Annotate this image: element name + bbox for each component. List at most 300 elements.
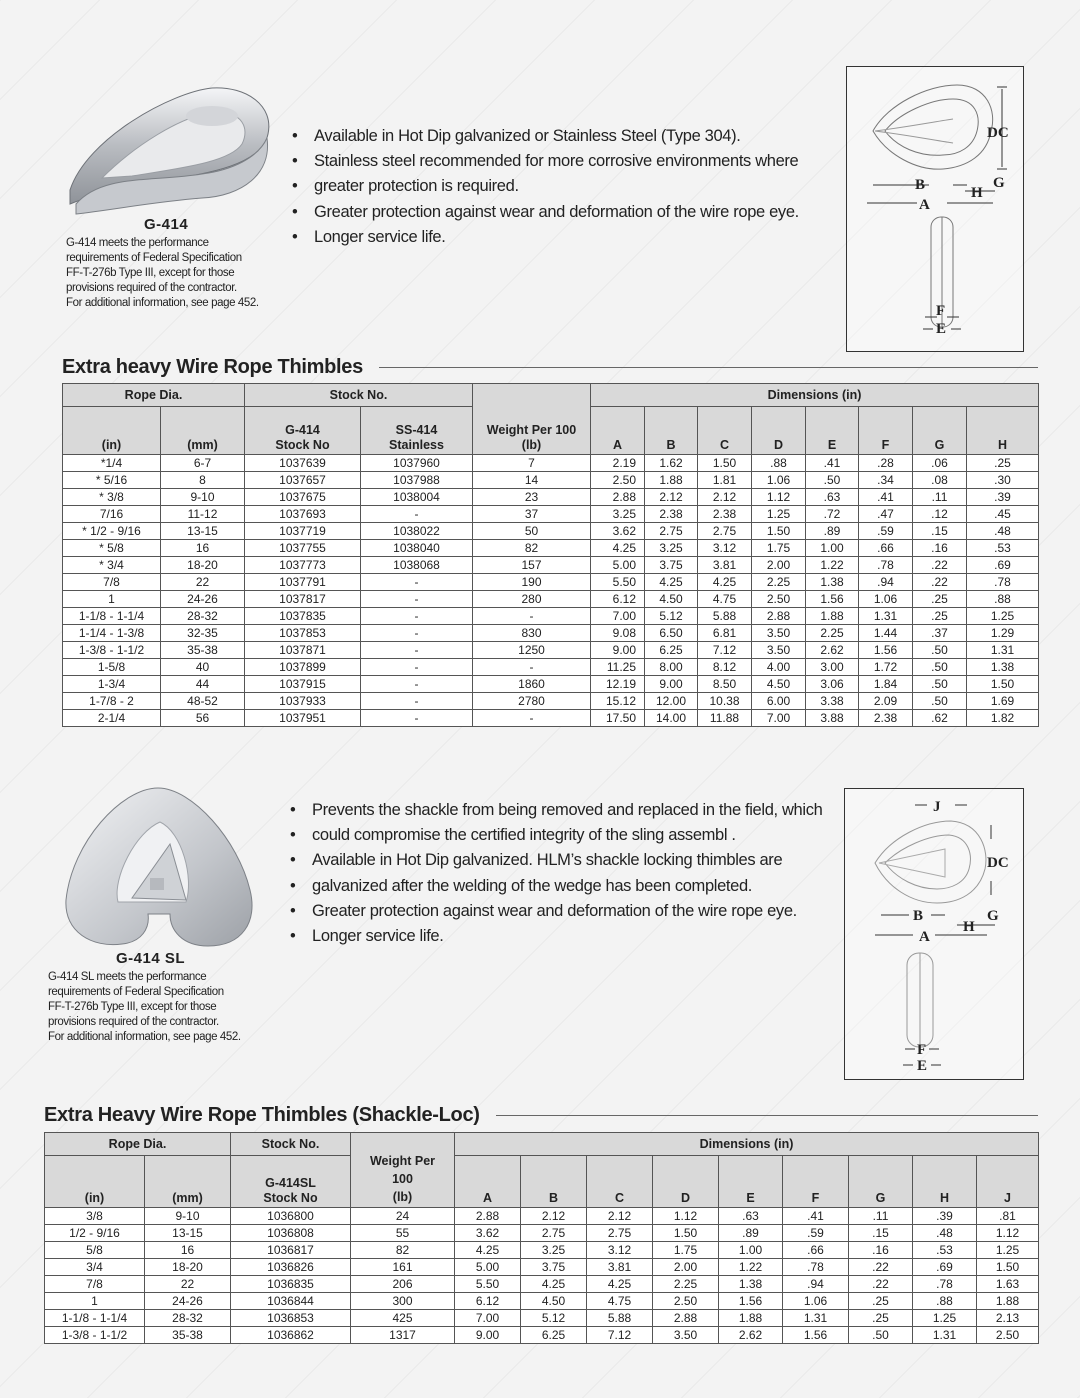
table-cell: .78	[913, 1276, 977, 1293]
table-cell: 3.25	[591, 506, 645, 523]
table-cell: 28-32	[161, 608, 245, 625]
table-cell: 4.50	[752, 676, 806, 693]
description-line: provisions required of the contractor.	[66, 282, 237, 294]
table-cell: .34	[859, 472, 913, 489]
table-cell: .72	[806, 506, 859, 523]
table-cell: .41	[806, 455, 859, 472]
product-name-g414sl: G-414 SL	[116, 950, 186, 967]
table-cell: 161	[351, 1259, 455, 1276]
table-cell: 4.25	[587, 1276, 653, 1293]
table-cell: 1037817	[245, 591, 361, 608]
spec-table-body-g414sl	[45, 1208, 1039, 1344]
header-dim-g: G	[849, 1156, 913, 1208]
section-title-extra-heavy	[62, 354, 1038, 380]
table-cell: 1.06	[783, 1293, 849, 1310]
description-line: FF-T-276b Type III, except for those	[66, 267, 235, 279]
table-cell: 280	[473, 591, 591, 608]
table-cell: 2.75	[698, 523, 752, 540]
table-cell: .53	[967, 540, 1039, 557]
table-cell: .50	[913, 693, 967, 710]
table-cell: .25	[849, 1310, 913, 1327]
table-cell: 2.38	[698, 506, 752, 523]
table-cell: 23	[473, 489, 591, 506]
table-cell: 6.25	[645, 642, 698, 659]
table-cell: 24-26	[145, 1293, 231, 1310]
table-cell: .30	[967, 472, 1039, 489]
table-cell: 8.12	[698, 659, 752, 676]
table-cell: 9.00	[591, 642, 645, 659]
header-weight	[351, 1133, 455, 1208]
table-cell: .45	[967, 506, 1039, 523]
table-cell: 1.38	[719, 1276, 783, 1293]
table-row	[63, 506, 1039, 523]
header-line: SS-414	[395, 423, 438, 437]
table-cell: 1036800	[231, 1208, 351, 1225]
table-row	[45, 1276, 1039, 1293]
table-cell: .12	[913, 506, 967, 523]
table-cell: 1.50	[977, 1259, 1039, 1276]
product-name-g414: G-414	[144, 216, 189, 233]
table-cell: 1.84	[859, 676, 913, 693]
table-cell: 6.81	[698, 625, 752, 642]
description-line: provisions required of the contractor.	[48, 1016, 219, 1028]
table-cell: 2.88	[752, 608, 806, 625]
table-cell: 2.88	[653, 1310, 719, 1327]
product-description-g414sl	[48, 970, 241, 1045]
table-cell: 11.25	[591, 659, 645, 676]
table-cell: 1.81	[698, 472, 752, 489]
section-title-shackle-loc	[44, 1102, 1038, 1128]
thimble-dimension-drawing	[847, 67, 1023, 351]
table-cell: 1.82	[967, 710, 1039, 727]
table-cell: 425	[351, 1310, 455, 1327]
table-row	[63, 642, 1039, 659]
table-cell: 2.88	[455, 1208, 521, 1225]
header-g414-stock	[245, 407, 361, 455]
table-cell: 3.62	[455, 1225, 521, 1242]
table-cell: 2.12	[698, 489, 752, 506]
header-rope-dia: Rope Dia.	[63, 384, 245, 407]
table-cell: 12.00	[645, 693, 698, 710]
table-cell: 4.25	[591, 540, 645, 557]
table-row	[45, 1327, 1039, 1344]
table-cell: 1037835	[245, 608, 361, 625]
table-cell: 17.50	[591, 710, 645, 727]
diagram-label-e: E	[917, 1058, 928, 1074]
table-cell: 1037657	[245, 472, 361, 489]
table-cell: 1036817	[231, 1242, 351, 1259]
spec-table-g414	[62, 383, 1039, 727]
table-cell: 22	[161, 574, 245, 591]
shackle-loc-thimble-photo	[62, 782, 262, 954]
table-cell: 5.88	[698, 608, 752, 625]
table-cell: 1.63	[977, 1276, 1039, 1293]
table-cell: 1037719	[245, 523, 361, 540]
table-cell: .62	[913, 710, 967, 727]
header-in: (in)	[45, 1156, 145, 1208]
header-weight	[473, 384, 591, 455]
table-cell: 1.75	[752, 540, 806, 557]
table-cell: -	[361, 625, 473, 642]
table-cell: .69	[967, 557, 1039, 574]
table-cell: 2.88	[591, 489, 645, 506]
table-cell: 24	[351, 1208, 455, 1225]
table-cell: 3.81	[587, 1259, 653, 1276]
table-cell: 4.75	[698, 591, 752, 608]
table-cell: 4.50	[521, 1293, 587, 1310]
table-cell: .25	[849, 1293, 913, 1310]
header-dim-a: A	[591, 407, 645, 455]
table-cell: 14	[473, 472, 591, 489]
table-cell: 1-7/8 - 2	[63, 693, 161, 710]
header-line: Stock No	[263, 1191, 318, 1205]
table-row	[63, 591, 1039, 608]
table-cell: *1/4	[63, 455, 161, 472]
table-cell: .15	[913, 523, 967, 540]
diagram-label-dc: DC	[987, 855, 1009, 871]
table-cell: .50	[913, 659, 967, 676]
description-line: requirements of Federal Specification	[66, 252, 242, 264]
feature-list-g414	[290, 124, 799, 250]
table-cell: .06	[913, 455, 967, 472]
table-cell: 1036826	[231, 1259, 351, 1276]
diagram-label-g: G	[993, 175, 1005, 191]
header-dim-h: H	[967, 407, 1039, 455]
header-weight-line: Weight Per 100	[486, 423, 577, 437]
header-stock-no: Stock No.	[231, 1133, 351, 1156]
table-cell: .78	[967, 574, 1039, 591]
table-cell: 28-32	[145, 1310, 231, 1327]
feature-item-continued: • galvanized after the welding of the wedge has been completed.	[288, 874, 822, 899]
table-cell: 1.50	[967, 676, 1039, 693]
table-cell: .88	[967, 591, 1039, 608]
table-cell: 1.56	[783, 1327, 849, 1344]
table-cell: 82	[473, 540, 591, 557]
table-cell: 1038068	[361, 557, 473, 574]
table-cell: 3.75	[521, 1259, 587, 1276]
table-cell: * 1/2 - 9/16	[63, 523, 161, 540]
table-cell: 2.25	[806, 625, 859, 642]
table-cell: .25	[913, 591, 967, 608]
table-row	[63, 523, 1039, 540]
table-cell: .50	[913, 676, 967, 693]
table-cell: 1.31	[859, 608, 913, 625]
header-dimensions: Dimensions (in)	[455, 1133, 1039, 1156]
table-cell: 2.50	[591, 472, 645, 489]
table-cell: 1.25	[752, 506, 806, 523]
table-cell: .66	[783, 1242, 849, 1259]
table-cell: 16	[145, 1242, 231, 1259]
header-dimensions: Dimensions (in)	[591, 384, 1039, 407]
table-cell: .59	[783, 1225, 849, 1242]
table-cell: 82	[351, 1242, 455, 1259]
diagram-label-h: H	[963, 919, 975, 935]
table-cell: 4.25	[645, 574, 698, 591]
feature-item: • Available in Hot Dip galvanized or Stainless Steel (Type 304).	[290, 124, 799, 149]
table-cell: .41	[783, 1208, 849, 1225]
table-cell: .59	[859, 523, 913, 540]
table-cell: -	[361, 608, 473, 625]
table-row	[63, 489, 1039, 506]
table-cell: 4.50	[645, 591, 698, 608]
table-cell: .89	[719, 1225, 783, 1242]
table-cell: 44	[161, 676, 245, 693]
table-cell: 3.75	[645, 557, 698, 574]
table-cell: 1037791	[245, 574, 361, 591]
table-row	[63, 455, 1039, 472]
spec-table-g414sl	[44, 1132, 1039, 1344]
table-cell: 7.00	[591, 608, 645, 625]
spec-table-body-g414	[63, 455, 1039, 727]
feature-item: • Longer service life.	[290, 225, 799, 250]
table-cell: -	[473, 710, 591, 727]
table-cell: -	[473, 659, 591, 676]
table-cell: .48	[913, 1225, 977, 1242]
table-cell: * 5/16	[63, 472, 161, 489]
header-dim-h: H	[913, 1156, 977, 1208]
table-cell: 6.25	[521, 1327, 587, 1344]
table-cell: 2-1/4	[63, 710, 161, 727]
table-cell: .39	[913, 1208, 977, 1225]
table-cell: 2.75	[587, 1225, 653, 1242]
table-cell: 1.50	[653, 1225, 719, 1242]
table-row	[63, 574, 1039, 591]
description-line: G-414 meets the performance	[66, 237, 209, 249]
table-cell: .22	[913, 574, 967, 591]
feature-item: • Greater protection against wear and deformation of the wire rope eye.	[290, 200, 799, 225]
table-cell: 15.12	[591, 693, 645, 710]
table-cell: 2.12	[587, 1208, 653, 1225]
header-dim-f: F	[783, 1156, 849, 1208]
table-cell: 1.25	[977, 1242, 1039, 1259]
table-cell: 1	[45, 1293, 145, 1310]
table-cell: 18-20	[145, 1259, 231, 1276]
table-cell: 48-52	[161, 693, 245, 710]
table-cell: 55	[351, 1225, 455, 1242]
table-cell: 9-10	[161, 489, 245, 506]
table-cell: -	[361, 642, 473, 659]
table-cell: 24-26	[161, 591, 245, 608]
table-cell: 2.62	[719, 1327, 783, 1344]
header-weight-unit: (lb)	[521, 438, 542, 452]
table-cell: 11-12	[161, 506, 245, 523]
table-cell: 206	[351, 1276, 455, 1293]
table-cell: .11	[913, 489, 967, 506]
table-cell: .78	[783, 1259, 849, 1276]
table-cell: 8	[161, 472, 245, 489]
table-cell: 8.00	[645, 659, 698, 676]
table-cell: 18-20	[161, 557, 245, 574]
header-dim-g: G	[913, 407, 967, 455]
table-cell: 1037871	[245, 642, 361, 659]
table-cell: 5.50	[455, 1276, 521, 1293]
table-cell: 2.75	[521, 1225, 587, 1242]
table-cell: .94	[859, 574, 913, 591]
diagram-label-b: B	[913, 908, 924, 924]
table-cell: 3.81	[698, 557, 752, 574]
table-cell: 4.25	[521, 1276, 587, 1293]
table-cell: 2.25	[752, 574, 806, 591]
thimble-product-photo	[62, 78, 277, 218]
table-cell: .25	[913, 608, 967, 625]
table-cell: .94	[783, 1276, 849, 1293]
table-cell: 1037675	[245, 489, 361, 506]
header-dim-j: J	[977, 1156, 1039, 1208]
table-cell: 1.00	[806, 540, 859, 557]
feature-item: • Prevents the shackle from being removed and replaced in the field, which	[288, 798, 822, 823]
table-cell: 5.12	[645, 608, 698, 625]
table-cell: 1-5/8	[63, 659, 161, 676]
diagram-label-j: J	[933, 799, 941, 815]
table-cell: 12.19	[591, 676, 645, 693]
table-cell: 11.88	[698, 710, 752, 727]
table-cell: 1036835	[231, 1276, 351, 1293]
table-row	[63, 608, 1039, 625]
table-cell: .53	[913, 1242, 977, 1259]
table-cell: -	[361, 659, 473, 676]
table-cell: 4.25	[698, 574, 752, 591]
table-cell: 1.29	[967, 625, 1039, 642]
header-dim-b: B	[521, 1156, 587, 1208]
table-cell: 32-35	[161, 625, 245, 642]
table-cell: .22	[849, 1259, 913, 1276]
table-cell: 9.08	[591, 625, 645, 642]
table-cell: * 5/8	[63, 540, 161, 557]
diagram-label-a: A	[919, 929, 930, 945]
header-dim-b: B	[645, 407, 698, 455]
table-cell: 1.00	[719, 1242, 783, 1259]
table-cell: 1-3/8 - 1-1/2	[63, 642, 161, 659]
description-line: G-414 SL meets the performance	[48, 971, 207, 983]
diagram-label-f: F	[917, 1042, 927, 1058]
table-cell: 2.38	[859, 710, 913, 727]
table-cell: 9.00	[455, 1327, 521, 1344]
table-row	[63, 710, 1039, 727]
table-cell: 1.31	[913, 1327, 977, 1344]
table-cell: .22	[849, 1276, 913, 1293]
table-cell: 8.50	[698, 676, 752, 693]
table-cell: 2.50	[752, 591, 806, 608]
table-row	[63, 557, 1039, 574]
description-line: requirements of Federal Specification	[48, 986, 224, 998]
diagram-label-h: H	[971, 185, 983, 201]
table-cell: 37	[473, 506, 591, 523]
table-cell: 1037755	[245, 540, 361, 557]
table-cell: 1.12	[653, 1208, 719, 1225]
title-divider	[379, 367, 1038, 368]
table-cell: .11	[849, 1208, 913, 1225]
table-cell: 1036808	[231, 1225, 351, 1242]
table-cell: 9-10	[145, 1208, 231, 1225]
table-cell: -	[361, 506, 473, 523]
table-cell: .50	[913, 642, 967, 659]
table-cell: 1-1/4 - 1-3/8	[63, 625, 161, 642]
table-cell: 1.88	[977, 1293, 1039, 1310]
feature-list-g414sl	[288, 798, 822, 949]
table-cell: 1038040	[361, 540, 473, 557]
diagram-label-f: F	[936, 303, 946, 319]
table-cell: .41	[859, 489, 913, 506]
table-cell: 1.88	[645, 472, 698, 489]
dimension-diagram-g414	[846, 66, 1024, 352]
table-cell: 7/16	[63, 506, 161, 523]
table-cell: 3.25	[645, 540, 698, 557]
table-cell: 1.56	[859, 642, 913, 659]
table-cell: 1.06	[859, 591, 913, 608]
table-cell: 1037693	[245, 506, 361, 523]
table-cell: 1.50	[698, 455, 752, 472]
table-cell: 3.50	[752, 642, 806, 659]
table-cell: 1.31	[783, 1310, 849, 1327]
table-cell: 1.88	[719, 1310, 783, 1327]
table-row	[45, 1259, 1039, 1276]
table-cell: 7/8	[45, 1276, 145, 1293]
table-cell: 4.25	[455, 1242, 521, 1259]
table-cell: 5.00	[455, 1259, 521, 1276]
table-cell: 830	[473, 625, 591, 642]
header-mm: (mm)	[161, 407, 245, 455]
table-cell: 1-3/4	[63, 676, 161, 693]
table-cell: .22	[913, 557, 967, 574]
table-cell: 22	[145, 1276, 231, 1293]
table-cell: 3.00	[806, 659, 859, 676]
table-cell: .63	[806, 489, 859, 506]
table-cell: 40	[161, 659, 245, 676]
table-cell: 3/8	[45, 1208, 145, 1225]
header-dim-c: C	[587, 1156, 653, 1208]
table-cell: 3.88	[806, 710, 859, 727]
table-cell: 2.50	[653, 1293, 719, 1310]
feature-item: • Longer service life.	[288, 924, 822, 949]
table-cell: 2.09	[859, 693, 913, 710]
header-dim-d: D	[752, 407, 806, 455]
table-cell: 1037960	[361, 455, 473, 472]
table-row	[63, 659, 1039, 676]
table-cell: 3.38	[806, 693, 859, 710]
feature-item: • Stainless steel recommended for more corrosive environments where	[290, 149, 799, 174]
table-cell: 1.50	[752, 523, 806, 540]
product-description-g414	[66, 236, 259, 311]
table-cell: .28	[859, 455, 913, 472]
table-cell: 1037988	[361, 472, 473, 489]
header-ss414-stock	[361, 407, 473, 455]
table-row	[45, 1225, 1039, 1242]
table-cell: 1037773	[245, 557, 361, 574]
header-line: Stock No	[275, 438, 330, 452]
table-cell: 2.50	[977, 1327, 1039, 1344]
table-row	[63, 676, 1039, 693]
table-cell: 1.56	[719, 1293, 783, 1310]
table-cell: .69	[913, 1259, 977, 1276]
feature-item-continued: • could compromise the certified integrity of the sling assembl .	[288, 823, 822, 848]
table-cell: 5.00	[591, 557, 645, 574]
table-cell: -	[361, 710, 473, 727]
table-cell: 157	[473, 557, 591, 574]
header-dim-a: A	[455, 1156, 521, 1208]
table-cell: 1.22	[719, 1259, 783, 1276]
feature-item: • Greater protection against wear and deformation of the wire rope eye.	[288, 899, 822, 924]
table-cell: 1860	[473, 676, 591, 693]
table-cell: 1-1/8 - 1-1/4	[45, 1310, 145, 1327]
table-row	[63, 540, 1039, 557]
table-cell: 1.31	[967, 642, 1039, 659]
table-cell: 3.12	[587, 1242, 653, 1259]
table-cell: .66	[859, 540, 913, 557]
table-cell: 2.75	[645, 523, 698, 540]
table-cell: 1.12	[977, 1225, 1039, 1242]
table-cell: 1036844	[231, 1293, 351, 1310]
table-cell: .50	[806, 472, 859, 489]
